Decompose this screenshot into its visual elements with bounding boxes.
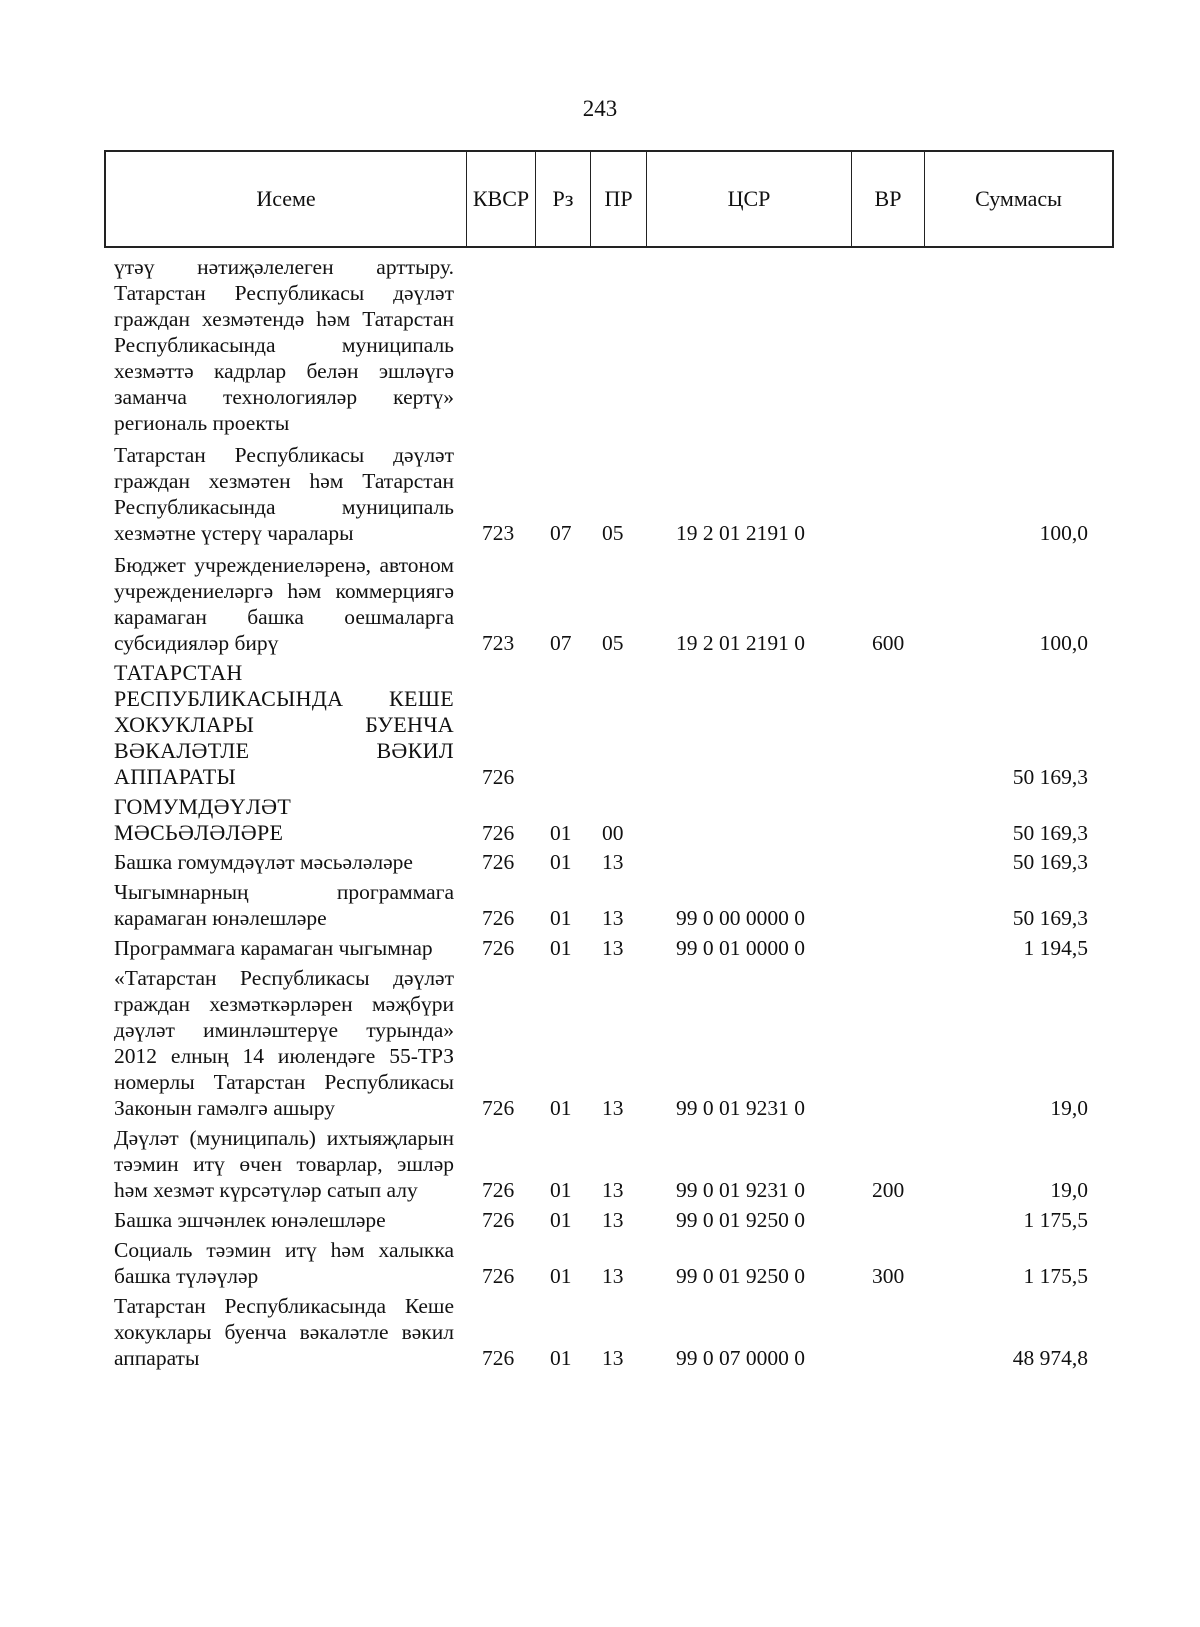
row-sum: 100,0 [1039,521,1088,545]
table-header [104,150,1114,248]
row-rz: 01 [550,1096,572,1120]
row-name: Башка эшчәнлек юнәлешләре [114,1208,386,1232]
row-sum: 50 169,3 [1012,850,1088,874]
row-name: ТАТАРСТАН РЕСПУБЛИКАСЫНДА КЕШЕ ХОКУКЛАРЫ БУЕНЧА ВӘКАЛӘТЛЕ ВӘКИЛ АППАРАТЫ [114,660,454,789]
row-sum: 1 175,5 [1023,1208,1088,1232]
table-row [0,1237,1200,1289]
row-rz: 01 [550,1264,572,1288]
row-pr: 13 [602,1346,624,1370]
row-csr: 99 0 01 9231 0 [676,1178,805,1202]
row-pr: 13 [602,906,624,930]
row-rz: 01 [550,1346,572,1370]
row-rz: 01 [550,821,572,845]
row-pr: 00 [602,821,624,845]
row-name: ГОМУМДӘҮЛӘТ МӘСЬӘЛӘЛӘРЕ [114,794,292,845]
row-vr: 600 [872,631,905,655]
row-kvsr: 726 [482,850,515,874]
row-kvsr: 726 [482,906,515,930]
row-rz: 07 [550,631,572,655]
row-rz: 01 [550,1208,572,1232]
row-name: Татарстан Республикасында Кеше хокуклары буенча вәкаләтле вәкил аппараты [114,1294,454,1370]
row-pr: 13 [602,1096,624,1120]
table-row [0,1125,1200,1203]
row-pr: 13 [602,1178,624,1202]
row-pr: 05 [602,631,624,655]
row-rz: 07 [550,521,572,545]
row-sum: 100,0 [1039,631,1088,655]
row-name: Бюджет учреждениеләренә, автоном учреждениеләргә һәм коммерциягә карамаган башка оешмаларга субсидияләр бирү [114,553,454,655]
row-vr: 200 [872,1178,905,1202]
row-name: Татарстан Республикасы дәүләт граждан хезмәтен һәм Татарстан Республикасында муниципаль хезмәтне үстерү чаралары [114,443,454,545]
row-pr: 13 [602,850,624,874]
row-name: «Татарстан Республикасы дәүләт граждан хезмәткәрләрен мәҗбүри дәүләт иминләштерүе турында» 2012 елның 14 июлендәге 55-ТРЗ номерлы Татарстан Республикасы Законын гамәлгә ашыру [114,966,454,1120]
row-kvsr: 723 [482,631,515,655]
row-kvsr: 726 [482,1096,515,1120]
row-csr: 99 0 01 9250 0 [676,1208,805,1232]
row-kvsr: 726 [482,1264,515,1288]
column-header-kvsr: КВСР [467,152,536,246]
table-row [0,1207,1200,1233]
row-vr: 300 [872,1264,905,1288]
column-header-vr: ВР [852,152,925,246]
table-row [0,849,1200,875]
page-number: 243 [582,96,618,121]
table-row [0,965,1200,1121]
column-header-rz: Рз [536,152,591,246]
row-csr: 19 2 01 2191 0 [676,631,805,655]
table-row [0,794,1200,846]
row-name: үтәү нәтиҗәлелеген арттыру. Татарстан Республикасы дәүләт граждан хезмәтендә һәм Татарстан Республикасында муниципаль хезмәттә кадрлар белән эшләүгә заманча технологияләр кертү» региональ проекты [114,255,454,435]
table-body [0,250,1200,1371]
row-sum: 1 175,5 [1023,1264,1088,1288]
row-csr: 99 0 07 0000 0 [676,1346,805,1370]
row-kvsr: 726 [482,765,515,789]
column-header-sum: Суммасы [975,186,1062,211]
table-row [0,254,1200,436]
row-kvsr: 726 [482,936,515,960]
row-pr: 13 [602,936,624,960]
row-csr: 99 0 01 9231 0 [676,1096,805,1120]
row-kvsr: 723 [482,521,515,545]
row-sum: 19,0 [1050,1096,1088,1120]
row-sum: 50 169,3 [1012,821,1088,845]
column-header-name: Исеме [106,152,467,246]
column-header-pr: ПР [591,152,647,246]
row-kvsr: 726 [482,1178,515,1202]
row-name: Социаль тәэмин итү һәм халыкка башка түләүләр [114,1238,454,1288]
row-rz: 01 [550,850,572,874]
row-kvsr: 726 [482,821,515,845]
table-row [0,442,1200,546]
row-sum: 50 169,3 [1012,765,1088,789]
row-name: Чыгымнарның программага карамаган юнәлешләре [114,880,454,930]
row-csr: 99 0 01 9250 0 [676,1264,805,1288]
row-kvsr: 726 [482,1346,515,1370]
row-rz: 01 [550,936,572,960]
column-header-csr: ЦСР [647,152,852,246]
row-name: Программага карамаган чыгымнар [114,936,433,960]
row-kvsr: 726 [482,1208,515,1232]
row-name: Башка гомумдәүләт мәсьәләләре [114,850,413,874]
row-csr: 99 0 00 0000 0 [676,906,805,930]
table-row [0,660,1200,790]
row-pr: 05 [602,521,624,545]
row-name: Дәүләт (муниципаль) ихтыяҗларын тәэмин итү өчен товарлар, эшләр һәм хезмәт күрсәтүләр сатып алу [114,1126,454,1202]
row-pr: 13 [602,1264,624,1288]
table-row [0,552,1200,656]
row-pr: 13 [602,1208,624,1232]
row-sum: 1 194,5 [1023,936,1088,960]
row-csr: 19 2 01 2191 0 [676,521,805,545]
row-csr: 99 0 01 0000 0 [676,936,805,960]
table-row [0,879,1200,931]
row-rz: 01 [550,906,572,930]
table-row [0,935,1200,961]
table-row [0,1293,1200,1371]
row-sum: 50 169,3 [1012,906,1088,930]
row-sum: 19,0 [1050,1178,1088,1202]
row-sum: 48 974,8 [1012,1346,1088,1370]
row-rz: 01 [550,1178,572,1202]
